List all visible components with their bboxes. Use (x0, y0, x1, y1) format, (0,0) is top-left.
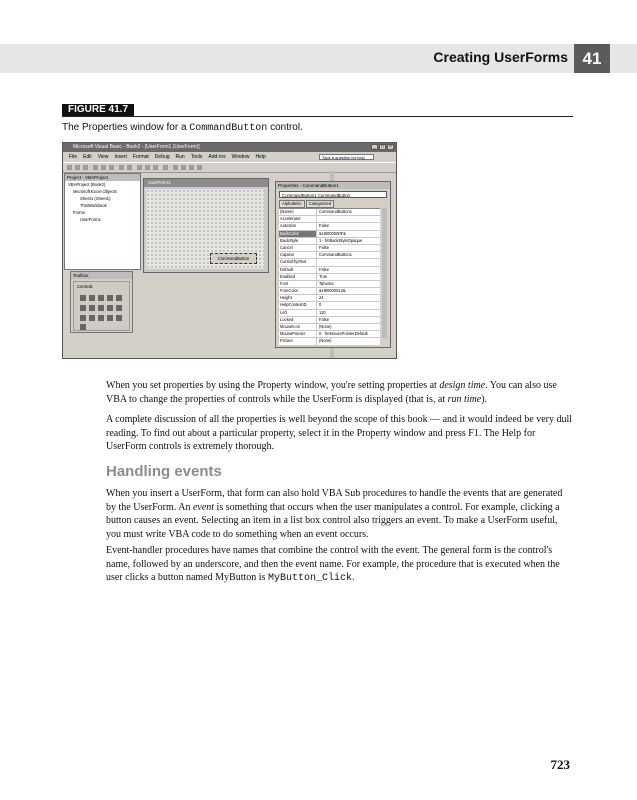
optionbutton-icon[interactable] (89, 305, 95, 311)
property-value[interactable]: True (319, 273, 328, 279)
save-icon[interactable] (83, 165, 88, 170)
paste-icon[interactable] (109, 165, 114, 170)
figure-rule (62, 116, 573, 117)
property-value[interactable]: 0 (319, 302, 322, 308)
property-name: MousePointer (279, 331, 317, 337)
tree-node[interactable]: ThisWorkbook (80, 203, 107, 208)
tree-node[interactable]: VBAProject (Book2) (68, 182, 106, 187)
minimize-button[interactable]: _ (371, 144, 378, 150)
properties-window (275, 181, 391, 348)
paragraph-properties-discussion (106, 413, 573, 454)
property-name: BackStyle (279, 238, 317, 244)
tree-node[interactable]: UserForm1 (80, 217, 101, 222)
label-icon[interactable] (89, 295, 95, 301)
property-name: Default (279, 267, 317, 273)
property-row[interactable] (279, 288, 380, 295)
command-button[interactable]: CommandButton (210, 253, 257, 264)
copy-icon[interactable] (101, 165, 106, 170)
menu-addins[interactable]: Add-Ins (208, 154, 226, 160)
image-icon[interactable] (116, 315, 122, 321)
window-controls (371, 144, 394, 150)
reset-icon[interactable] (153, 165, 158, 170)
term-design-time: design time (439, 380, 486, 391)
design-mode-icon[interactable] (163, 165, 168, 170)
property-name: Locked (279, 317, 317, 323)
tab-alphabetic[interactable]: Alphabetic (279, 200, 305, 208)
menu-edit[interactable]: Edit (83, 154, 92, 160)
property-row[interactable] (279, 317, 380, 324)
chapter-number: 41 (574, 44, 610, 73)
property-row[interactable] (279, 331, 380, 338)
code-myButton-click: MyButton_Click (267, 573, 352, 585)
property-name: Height (279, 295, 317, 301)
project-tree (65, 181, 140, 223)
commandbutton-icon[interactable] (116, 305, 122, 311)
figure-caption (62, 122, 303, 134)
caption-code: CommandButton (189, 123, 268, 134)
project-explorer (64, 173, 141, 270)
menu-format[interactable]: Format (132, 154, 149, 160)
caption-text-end: control. (267, 122, 303, 133)
property-row[interactable] (279, 274, 380, 281)
maximize-button[interactable]: □ (380, 144, 385, 150)
property-value[interactable] (317, 259, 380, 265)
menu-file[interactable]: File (69, 154, 78, 160)
toolbox-icon[interactable] (197, 165, 202, 170)
property-row[interactable] (279, 223, 380, 230)
menu-tools[interactable]: Tools (190, 154, 203, 160)
frame-icon[interactable] (107, 305, 113, 311)
property-row[interactable] (279, 267, 380, 274)
property-row[interactable] (279, 324, 380, 331)
property-value[interactable]: CommandButton1 (319, 209, 352, 214)
window-titlebar (63, 143, 396, 152)
property-value[interactable]: False (319, 244, 330, 250)
property-name: Font (279, 281, 317, 287)
property-row[interactable] (279, 209, 380, 216)
insert-icon[interactable] (75, 165, 80, 170)
property-row[interactable] (279, 245, 380, 252)
figure-label: FIGURE 41.7 (62, 104, 134, 116)
property-row[interactable] (279, 259, 380, 266)
userform-designer (143, 178, 269, 273)
property-value[interactable]: &H80000012& (319, 288, 346, 294)
select-objects-icon[interactable] (80, 295, 86, 301)
tab-categorized[interactable]: Categorized (306, 200, 335, 208)
property-row[interactable] (279, 295, 380, 302)
vbe-screenshot (62, 142, 397, 359)
toolbox-window (70, 271, 133, 333)
property-name: ControlTipText (279, 259, 317, 265)
property-row[interactable] (279, 281, 380, 288)
refedit-icon[interactable] (80, 324, 86, 330)
property-name: (Name) (279, 209, 317, 215)
checkbox-icon[interactable] (80, 305, 86, 311)
project-explorer-icon[interactable] (173, 165, 178, 170)
property-name: HelpContextID (279, 302, 317, 308)
property-name: AutoSize (279, 223, 317, 229)
excel-icon[interactable] (67, 165, 72, 170)
combobox-icon[interactable] (107, 295, 113, 301)
property-name: Accelerator (279, 216, 317, 222)
property-name: Cancel (279, 245, 317, 251)
cut-icon[interactable] (93, 165, 98, 170)
properties-tabs (279, 200, 390, 208)
properties-grid (279, 208, 380, 346)
property-row[interactable] (279, 252, 380, 259)
property-value[interactable]: 1 - fmBackStyleOpaque (319, 237, 363, 243)
property-value[interactable]: 0 - fmMousePointerDefault (319, 331, 368, 337)
tree-node[interactable]: Microsoft Excel Objects (73, 189, 117, 194)
undo-icon[interactable] (119, 165, 124, 170)
redo-icon[interactable] (127, 165, 132, 170)
property-value[interactable]: False (319, 316, 330, 322)
menu-view[interactable]: View (97, 154, 109, 160)
window-title: Microsoft Visual Basic - Book2 - [UserForm1 (UserForm)] (73, 144, 200, 150)
project-pane-title: Project - VBAProject (65, 174, 140, 181)
property-row[interactable] (279, 238, 380, 245)
property-value[interactable]: (None) (319, 338, 332, 344)
tabstrip-icon[interactable] (80, 315, 86, 321)
close-button[interactable]: × (387, 144, 394, 150)
properties-icon[interactable] (181, 165, 186, 170)
property-row[interactable] (279, 338, 380, 345)
property-row[interactable] (279, 310, 380, 317)
toolbox-title: Toolbox (71, 272, 132, 279)
property-value[interactable]: False (319, 266, 330, 272)
text: Event-handler procedures have names that combine the control with the event. The general form is the control's name, followed by an underscore, and then the event name. For example, the procedure that is executed when the user clicks a button named MyButton is (106, 545, 560, 584)
property-name: ForeColor (279, 288, 317, 294)
menu-debug[interactable]: Debug (154, 154, 170, 160)
toolbox-body (73, 281, 130, 331)
term-run-time: run time (447, 393, 482, 405)
property-value[interactable]: (None) (319, 324, 332, 329)
tree-node[interactable]: Sheet1 (Sheet1) (80, 196, 111, 201)
caption-text: The Properties window for a (62, 122, 190, 133)
term-event: event (192, 501, 215, 513)
menu-help[interactable]: Help (255, 154, 266, 160)
text: When you insert a UserForm, that form can also hold VBA Sub procedures to handle the events that are generated by the UserForm. An (106, 488, 563, 513)
togglebutton-icon[interactable] (98, 305, 104, 311)
property-value[interactable]: CommandButton1 (319, 252, 352, 258)
property-row[interactable] (279, 302, 380, 309)
text: When you set properties by using the Property window, you're setting properties at (106, 380, 440, 391)
break-icon[interactable] (145, 165, 150, 170)
text: ). (481, 393, 488, 405)
property-name: Enabled (279, 274, 317, 280)
menu-run[interactable]: Run (175, 154, 185, 160)
text: A complete discussion of all the properties is well beyond the scope of this book — and it would indeed be very dull reading. To find out about a particular property, select it in the Property window and press F1. The Help for UserForm controls is extremely thorough. (106, 414, 573, 453)
toolbox-tab-controls[interactable]: Controls (77, 284, 93, 289)
scrollbar-icon[interactable] (98, 315, 104, 321)
section-heading: Handling events (106, 463, 222, 480)
multipage-icon[interactable] (89, 315, 95, 321)
textbox-icon[interactable] (98, 295, 104, 301)
text: is something that occurs when the user manipulates a control. For example, clicking a button causes an event. Selecting an item in a list box control also triggers an event. To make a UserForm useful, you must write VBA code to do something when an event occurs. (106, 501, 560, 540)
paragraph-design-time (106, 379, 573, 406)
spinbutton-icon[interactable] (107, 315, 113, 321)
tree-node[interactable]: Forms (73, 210, 85, 215)
userform-canvas[interactable] (146, 189, 264, 269)
properties-scrollbar[interactable] (382, 208, 387, 338)
property-value[interactable]: 120 (319, 309, 326, 315)
run-icon[interactable] (137, 165, 142, 170)
chapter-title: Creating UserForms (433, 49, 568, 65)
property-value[interactable]: False (319, 223, 330, 229)
paragraph-event-handlers (106, 544, 573, 586)
property-name: MouseIcon (279, 324, 317, 330)
properties-title: Properties - CommandButton1 (276, 182, 390, 189)
property-value[interactable]: &H8000000F& (319, 230, 346, 236)
menu-insert[interactable]: Insert (114, 154, 127, 160)
userform-title: UserForm1 (144, 179, 268, 187)
property-value[interactable] (317, 216, 380, 222)
listbox-icon[interactable] (116, 295, 122, 301)
menu-window[interactable]: Window (231, 154, 250, 160)
paragraph-events (106, 487, 573, 541)
text: . (351, 572, 355, 584)
property-name: Left (279, 310, 317, 316)
property-name: BackColor (279, 231, 317, 237)
standard-toolbar (63, 162, 396, 173)
property-value[interactable]: Tahoma (319, 280, 334, 286)
help-search-input[interactable]: Type a question for help (319, 154, 374, 160)
property-name: Picture (279, 338, 317, 344)
property-name: Caption (279, 252, 317, 258)
page-number: 723 (550, 757, 570, 772)
property-value[interactable]: 24 (319, 295, 324, 301)
property-row-selected[interactable] (279, 231, 380, 238)
text: . You can also use VBA to change the properties of controls while the UserForm is displayed (that is, at (106, 380, 557, 405)
object-browser-icon[interactable] (189, 165, 194, 170)
object-selector[interactable]: CommandButton1 CommandButton (279, 191, 387, 198)
property-row[interactable] (279, 216, 380, 223)
